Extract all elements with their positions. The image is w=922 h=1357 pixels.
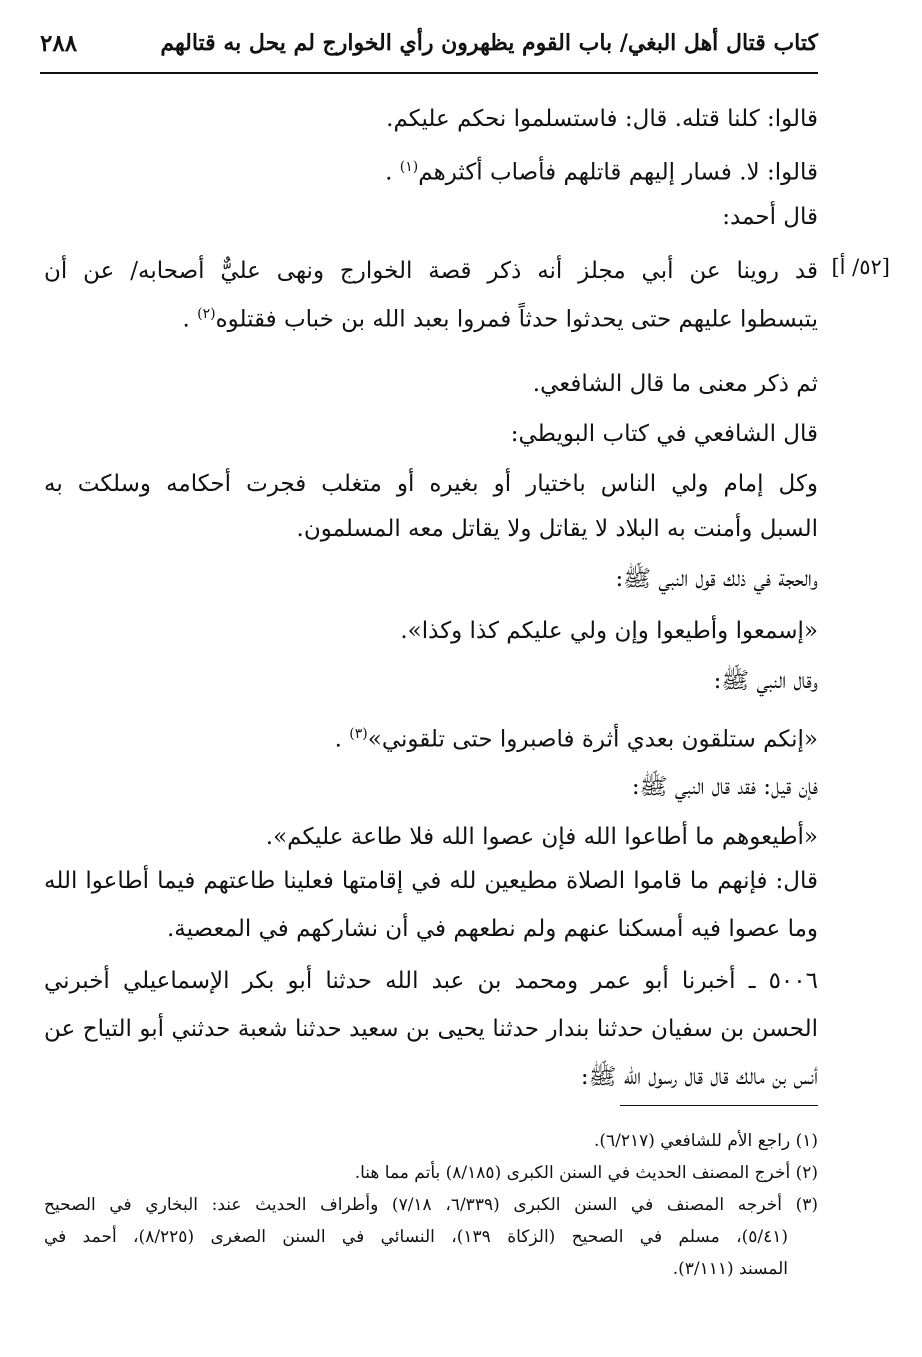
page-header	[40, 30, 818, 70]
text-line: وكل إمام ولي الناس باختيار أو بغيره أو متغلب فجرت أحكامه وسلكت به	[44, 471, 818, 497]
text-line: ٥٠٠٦ ـ أخبرنا أبو عمر ومحمد بن عبد الله حدثنا أبو بكر الإسماعيلي أخبرني	[44, 968, 818, 994]
text-line: قد روينا عن أبي مجلز أنه ذكر قصة الخوارج ونهى عليٌّ أصحابه/ عن أن	[44, 258, 818, 284]
text-line: وقال النبي ﷺ:	[713, 668, 818, 694]
running-title: كتاب قتال أهل البغي/ باب القوم يظهرون رأي الخوارج لم يحل به قتالهم	[160, 30, 818, 56]
manuscript-folio-ref: [٥٢/ أ]	[831, 255, 890, 279]
text-line: أنس بن مالك قال قال رسول الله ﷺ:	[580, 1064, 818, 1090]
footnote-divider	[620, 1105, 818, 1106]
text-line: والحجة في ذلك قول النبي ﷺ:	[615, 566, 818, 592]
text-line: قال: فإنهم ما قاموا الصلاة مطيعين لله في إقامتها فعلينا طاعتهم فيما أطاعوا الله	[44, 868, 818, 894]
text-line: وما عصوا فيه أمسكنا عنهم ولم نطعهم في أن نشاركهم في المعصية.	[166, 916, 818, 942]
text-line: «إسمعوا وأطيعوا وإن ولي عليكم كذا وكذا».	[400, 618, 818, 644]
footnote-ref: (٢)	[197, 306, 216, 322]
text-line: قال أحمد:	[722, 204, 818, 230]
page-number: ٢٨٨	[40, 30, 78, 57]
footnote: (٣) أخرجه المصنف في السنن الكبرى (٦/٣٣٩، ٧/١٨) وأطراف الحديث عند: البخاري في الصحيح	[44, 1195, 818, 1215]
text-line: «إنكم ستلقون بعدي أثرة فاصبروا حتى تلقوني»$^{(٣)}$ .	[334, 726, 818, 753]
footnote: (١) راجع الأم للشافعي (٦/٢١٧).	[593, 1131, 818, 1151]
footnote: (٢) أخرج المصنف الحديث في السنن الكبرى (٨/١٨٥) بأتم مما هنا.	[354, 1163, 818, 1183]
text-line: قالوا: لا. فسار إليهم قاتلهم فأصاب أكثرهم$^{(١)}$ .	[385, 159, 818, 186]
text-line: قالوا: كلنا قتله. قال: فاستسلموا نحكم عليكم.	[386, 106, 818, 132]
text-line: فإن قيل: فقد قال النبي ﷺ:	[631, 774, 818, 800]
footnote: المسند (٣/١١١).	[672, 1259, 788, 1279]
footnote: (٥/٤١)، مسلم في الصحيح (الزكاة ١٣٩)، النسائي في السنن الصغرى (٨/٢٢٥)، أحمد في	[44, 1227, 788, 1247]
header-divider	[40, 72, 818, 74]
footnote-ref: (٣)	[349, 726, 368, 742]
text-line: ثم ذكر معنى ما قال الشافعي.	[532, 371, 818, 397]
text-line: الحسن بن سفيان حدثنا بندار حدثنا يحيى بن سعيد حدثنا شعبة حدثني أبو التياح عن	[44, 1016, 818, 1042]
text-line: يتبسطوا عليهم حتى يحدثوا حدثاً فمروا بعبد الله بن خباب فقتلوه$^{(٢)}$ .	[182, 306, 818, 333]
text-line: قال الشافعي في كتاب البويطي:	[510, 421, 818, 447]
text-line: السبل وأمنت به البلاد لا يقاتل ولا يقاتل معه المسلمون.	[296, 516, 818, 542]
footnote-ref: (١)	[399, 159, 419, 175]
text-line: «أطيعوهم ما أطاعوا الله فإن عصوا الله فلا طاعة عليكم».	[265, 824, 818, 850]
